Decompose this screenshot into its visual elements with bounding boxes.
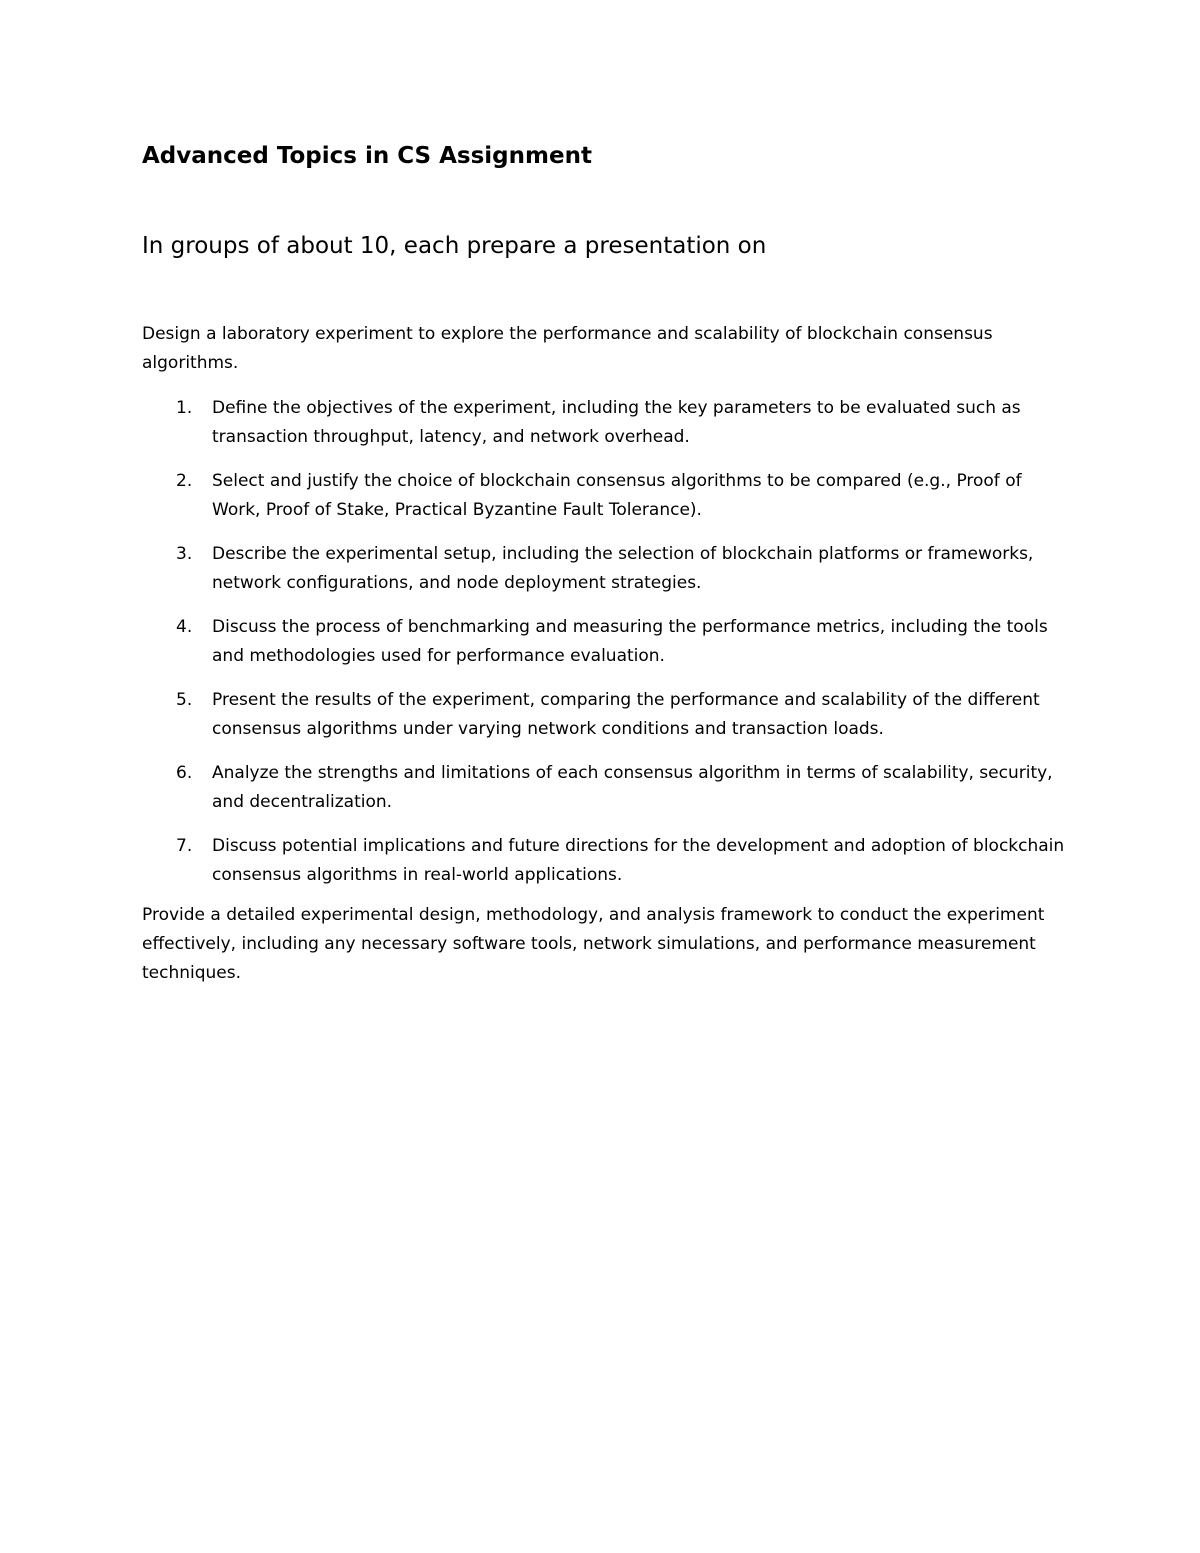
list-item: [142, 394, 1072, 452]
closing-paragraph: Provide a detailed experimental design, methodology, and analysis framework to conduct the experiment effectively, including any necessary software tools, network simulations, and performance measurement techniques.: [142, 905, 1045, 983]
list-item-text: Describe the experimental setup, including the selection of blockchain platforms or frameworks, network configurations, and node deployment strategies.: [212, 544, 1034, 593]
list-item: [142, 613, 1072, 671]
list-item-number: 4.: [176, 617, 193, 637]
list-item-text: Present the results of the experiment, comparing the performance and scalability of the different consensus algorithms under varying network conditions and transaction loads.: [212, 690, 1040, 739]
document-title: Advanced Topics in CS Assignment: [142, 143, 592, 169]
list-item: [142, 759, 1072, 817]
list-item-number: 7.: [176, 836, 193, 856]
intro-paragraph: Design a laboratory experiment to explore the performance and scalability of blockchain consensus algorithms.: [142, 324, 993, 373]
list-item-text: Discuss potential implications and future directions for the development and adoption of blockchain consensus algorithms in real-world applications.: [212, 836, 1065, 885]
document-subtitle: In groups of about 10, each prepare a presentation on: [142, 233, 767, 259]
list-item-text: Discuss the process of benchmarking and measuring the performance metrics, including the tools and methodologies used for performance evaluation.: [212, 617, 1048, 666]
task-list: [142, 394, 1072, 905]
list-item-number: 6.: [176, 763, 193, 783]
list-item-text: Analyze the strengths and limitations of each consensus algorithm in terms of scalability, security, and decentralization.: [212, 763, 1053, 812]
list-item-text: Define the objectives of the experiment, including the key parameters to be evaluated such as transaction throughput, latency, and network overhead.: [212, 398, 1021, 447]
list-item-text: Select and justify the choice of blockchain consensus algorithms to be compared (e.g., Proof of Work, Proof of Stake, Practical Byzantine Fault Tolerance).: [212, 471, 1022, 520]
list-item: [142, 467, 1072, 525]
list-item-number: 5.: [176, 690, 193, 710]
list-item-number: 1.: [176, 398, 193, 418]
list-item: [142, 686, 1072, 744]
list-item-number: 3.: [176, 544, 193, 564]
list-item: [142, 540, 1072, 598]
list-item-number: 2.: [176, 471, 193, 491]
list-item: [142, 832, 1072, 890]
